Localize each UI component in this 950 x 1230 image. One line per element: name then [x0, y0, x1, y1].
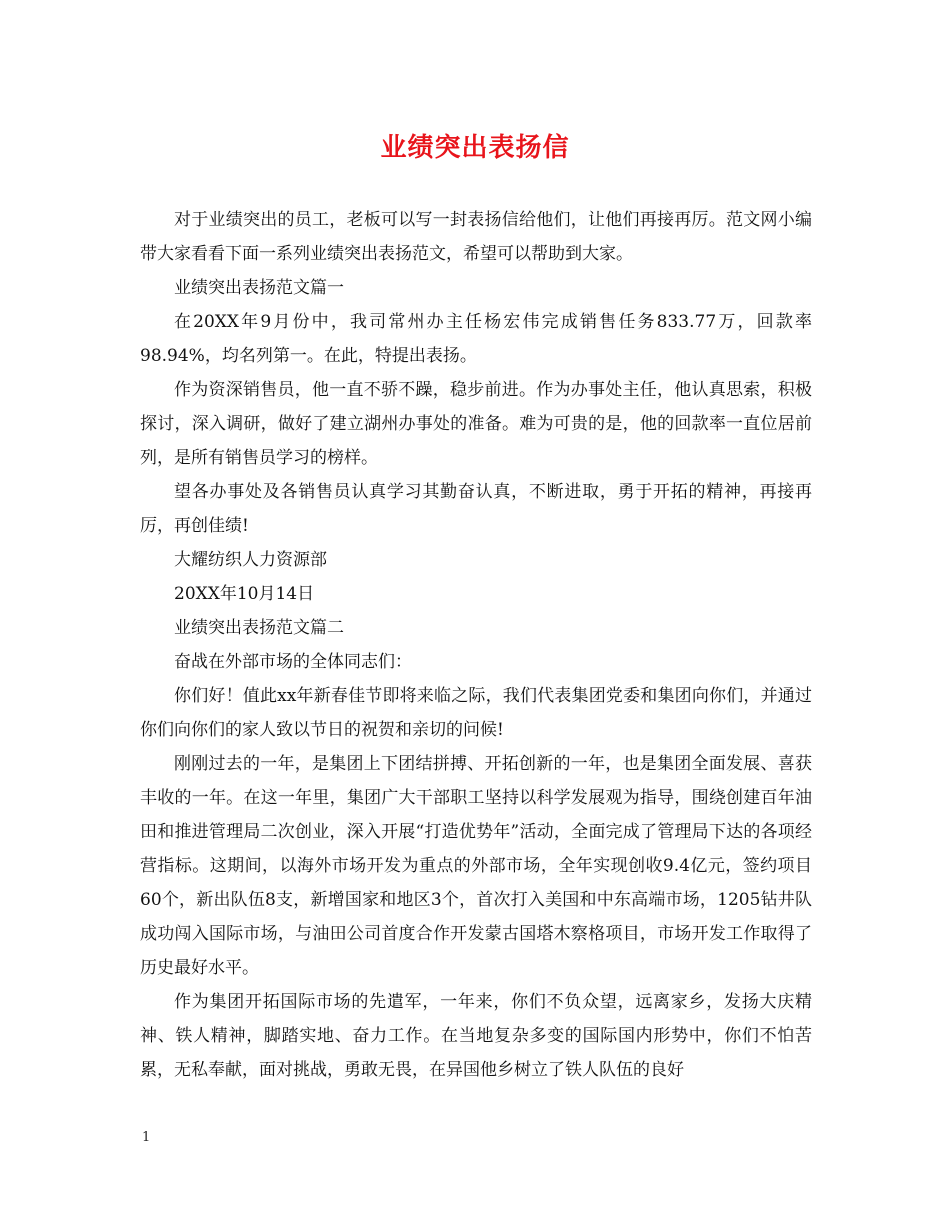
salutation: 奋战在外部市场的全体同志们： — [174, 652, 412, 672]
paragraph: 刚刚过去的一年，是集团上下团结拼搏、开拓创新的一年，也是集团全面发展、喜获丰收的一年。在这一年里，集团广大干部职工坚持以科学发展观为指导，围绕创建百年油田和推进管理局二次创业，深入开展“打造优势年”活动，全面完成了管理局下达的各项经营指标。这期间，以海外市场开发为重点的外部市场，全年实现创收9.4亿元，签约项目60个，新出队伍8支，新增国家和地区3个，首次打入美国和中东高端市场，1205钻井队成功闯入国际市场，与油田公司首度合作开发蒙古国塔木察格项目，市场开发工作取得了历史最好水平。 — [140, 754, 812, 978]
paragraph: 作为资深销售员，他一直不骄不躁，稳步前进。作为办事处主任，他认真思索，积极探讨，深入调研，做好了建立湖州办事处的准备。难为可贵的是，他的回款率一直位居前列，是所有销售员学习的榜样。 — [140, 380, 812, 468]
paragraph: 你们好！值此xx年新春佳节即将来临之际，我们代表集团党委和集团向你们，并通过你们向你们的家人致以节日的祝贺和亲切的问候! — [140, 686, 812, 740]
page-number: 1 — [142, 1130, 151, 1145]
document-body — [140, 203, 812, 1087]
section-heading-1: 业绩突出表扬范文篇一 — [174, 278, 344, 298]
paragraph: 望各办事处及各销售员认真学习其勤奋认真，不断进取，勇于开拓的精神，再接再厉，再创佳绩! — [140, 482, 812, 536]
paragraph: 在20XX年9月份中，我司常州办主任杨宏伟完成销售任务833.77万，回款率98.94%，均名列第一。在此，特提出表扬。 — [140, 312, 812, 366]
signature-date: 20XX年10月14日 — [174, 584, 315, 604]
signature-department: 大耀纺织人力资源部 — [174, 550, 327, 570]
document-title: 业绩突出表扬信 — [380, 133, 570, 163]
paragraph: 作为集团开拓国际市场的先遣军，一年来，你们不负众望，远离家乡，发扬大庆精神、铁人精神，脚踏实地、奋力工作。在当地复杂多变的国际国内形势中，你们不怕苦累，无私奉献，面对挑战，勇敢无畏，在异国他乡树立了铁人队伍的良好 — [140, 992, 812, 1080]
intro-paragraph: 对于业绩突出的员工，老板可以写一封表扬信给他们，让他们再接再厉。范文网小编带大家看看下面一系列业绩突出表扬范文，希望可以帮助到大家。 — [140, 210, 812, 264]
section-heading-2: 业绩突出表扬范文篇二 — [174, 618, 344, 638]
